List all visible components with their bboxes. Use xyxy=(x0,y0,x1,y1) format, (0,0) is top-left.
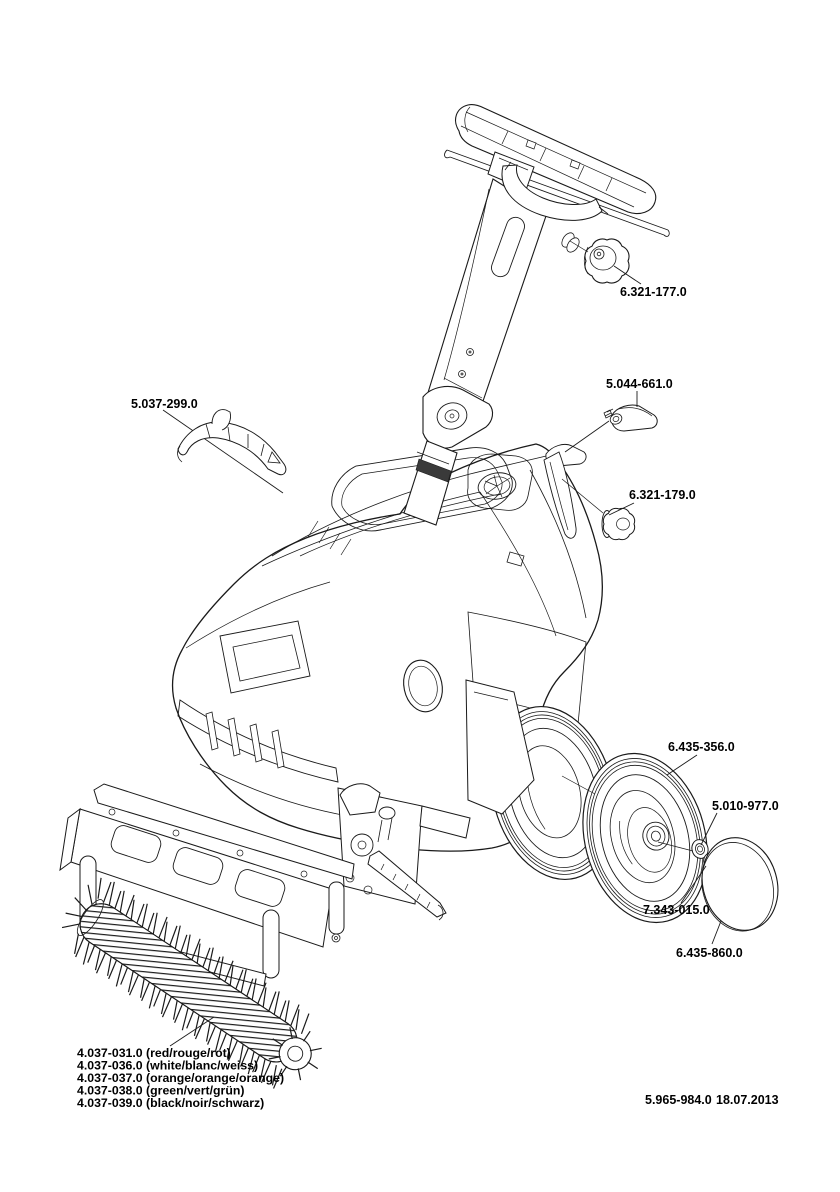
label-knob-large: 6.321-177.0 xyxy=(620,285,687,299)
label-washer: 5.010-977.0 xyxy=(712,799,779,813)
leader-line-brush xyxy=(170,1017,214,1046)
leader-line-wheel xyxy=(667,755,697,775)
footer xyxy=(645,1093,779,1107)
label-knob-small: 6.321-179.0 xyxy=(629,488,696,502)
footer-document-number: 5.965-984.0 xyxy=(645,1093,712,1107)
label-bumper: 5.037-299.0 xyxy=(131,397,198,411)
part-knob-large xyxy=(559,231,629,283)
label-clip: 7.343-015.0 xyxy=(643,903,710,917)
label-wheel-cap: 6.435-860.0 xyxy=(676,946,743,960)
brush-variant-white: 4.037-036.0 (white/blanc/weiss) xyxy=(77,1058,259,1073)
brush-variant-red: 4.037-031.0 (red/rouge/rot) xyxy=(77,1046,231,1060)
footer-date: 18.07.2013 xyxy=(716,1093,779,1107)
brush-variant-black: 4.037-039.0 (black/noir/schwarz) xyxy=(77,1096,265,1110)
part-bumper xyxy=(178,410,286,475)
part-knob-small xyxy=(602,508,635,539)
label-wheel: 6.435-356.0 xyxy=(668,740,735,754)
part-lever xyxy=(604,405,657,431)
brush-variant-green: 4.037-038.0 (green/vert/grün) xyxy=(77,1083,245,1098)
leader-line-lever-install xyxy=(565,421,609,452)
leader-line-wheel-cap xyxy=(712,921,721,944)
label-lever: 5.044-661.0 xyxy=(606,377,673,391)
brush-variant-orange: 4.037-037.0 (orange/orange/orange) xyxy=(77,1071,285,1085)
